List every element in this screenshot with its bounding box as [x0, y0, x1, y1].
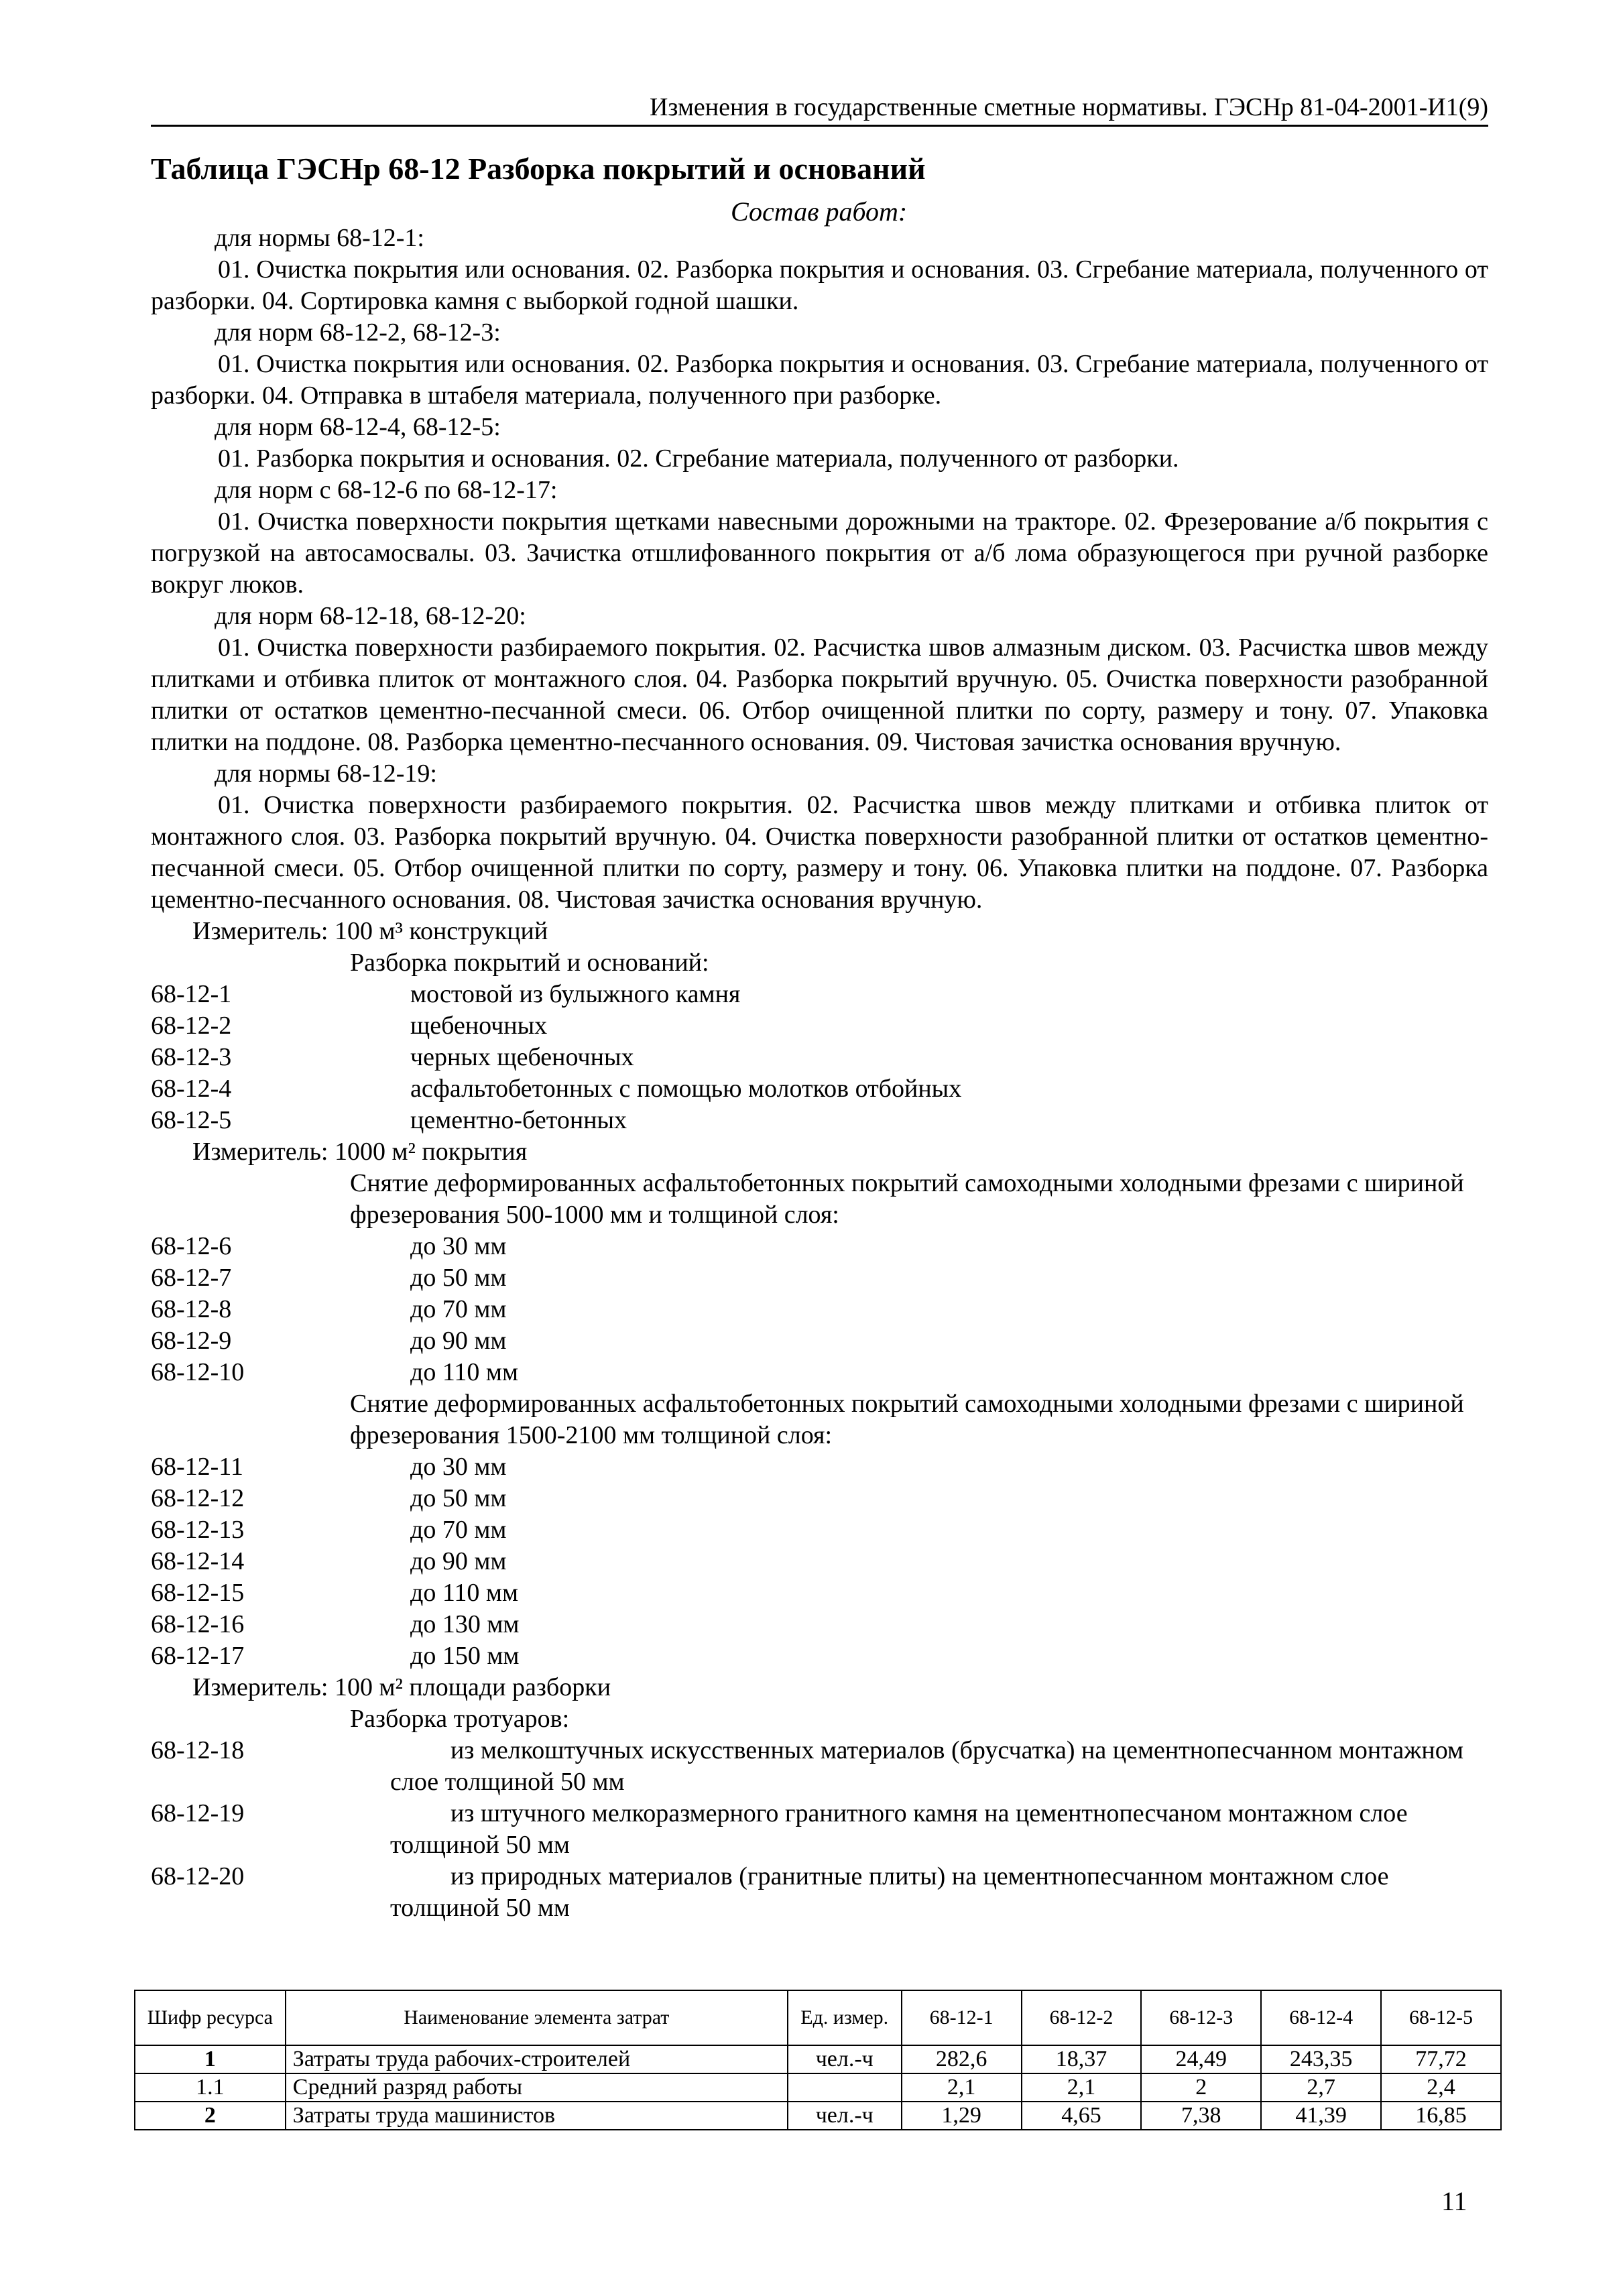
table-cell: 2 [135, 2102, 286, 2130]
work-section [151, 223, 1488, 916]
table-cell: 282,6 [902, 2045, 1022, 2073]
col-header: 68-12-4 [1261, 1990, 1381, 2045]
running-header: Изменения в государственные сметные нормативы. ГЭСНр 81-04-2001-И1(9) [151, 90, 1488, 127]
table-cell: чел.-ч [788, 2045, 902, 2073]
norm-row [151, 1640, 1488, 1672]
group-heading: Разборка тротуаров: [350, 1705, 570, 1733]
norm-desc: до 30 мм [410, 1232, 507, 1260]
col-header: Шифр ресурса [135, 1990, 286, 2045]
norm-code: 68-12-15 [151, 1579, 245, 1607]
table-cell: чел.-ч [788, 2102, 902, 2130]
norm-desc: щебеночных [410, 1012, 548, 1040]
norm-code: 68-12-4 [151, 1075, 232, 1103]
work-text: 01. Разборка покрытия и основания. 02. Сгребание материала, полученного от разборки. [218, 444, 1179, 473]
norm-code: 68-12-8 [151, 1295, 232, 1323]
norm-row [151, 1861, 1488, 1924]
norm-row [151, 1514, 1488, 1546]
norm-row [151, 1325, 1488, 1357]
norm-desc: из мелкоштучных искусственных материалов (брусчатка) на цементнопесчанном монтажном слое толщиной 50 мм [390, 1736, 1464, 1796]
table-cell: Затраты труда машинистов [286, 2102, 788, 2130]
norm-code: 68-12-20 [151, 1862, 245, 1890]
col-header: 68-12-1 [902, 1990, 1022, 2045]
col-header: Ед. измер. [788, 1990, 902, 2045]
norm-row [151, 1798, 1488, 1861]
norm-label: для нормы 68-12-19: [215, 760, 437, 788]
norm-row [151, 1042, 1488, 1073]
norm-row [151, 1451, 1488, 1483]
norm-row [151, 1262, 1488, 1294]
norm-code: 68-12-11 [151, 1453, 243, 1481]
norm-row [151, 1577, 1488, 1609]
norm-desc: цементно-бетонных [410, 1106, 627, 1134]
norm-row [151, 1483, 1488, 1514]
norm-code: 68-12-12 [151, 1484, 245, 1512]
document-body [151, 223, 1488, 1924]
measure-unit: Измеритель: 100 м³ конструкций [192, 917, 548, 945]
norm-row [151, 1010, 1488, 1042]
table-cell [788, 2073, 902, 2102]
norm-label: для норм с 68-12-6 по 68-12-17: [215, 476, 558, 504]
norm-desc: асфальтобетонных с помощью молотков отбойных [410, 1075, 962, 1103]
table-cell: 18,37 [1022, 2045, 1142, 2073]
group-heading: Разборка покрытий и оснований: [350, 949, 709, 977]
norm-code: 68-12-7 [151, 1264, 232, 1292]
table-cell: 7,38 [1141, 2102, 1261, 2130]
col-header: 68-12-2 [1022, 1990, 1142, 2045]
norm-desc: до 90 мм [410, 1327, 507, 1355]
table-cell: 77,72 [1381, 2045, 1501, 2073]
norm-label: для норм 68-12-2, 68-12-3: [215, 318, 501, 347]
norm-desc: до 110 мм [410, 1358, 519, 1386]
norm-row [151, 1073, 1488, 1105]
table-cell: 2,7 [1261, 2073, 1381, 2102]
table-title: Таблица ГЭСНр 68-12 Разборка покрытий и оснований [151, 152, 926, 186]
measure-unit: Измеритель: 1000 м² покрытия [192, 1138, 528, 1166]
norm-code: 68-12-1 [151, 980, 232, 1008]
work-text: 01. Очистка поверхности разбираемого покрытия. 02. Расчистка швов между плитками и отбивка плиток от монтажного слоя. 03. Разборка покрытий вручную. 04. Очистка поверхности разобранной плитки от остатков цементно-песчанной смеси. 05. Отбор очищенной плитки по сорту, размеру и тону. 06. Упаковка плитки на поддоне. 07. Разборка цементно-песчанного основания. 08. Чистовая зачистка основания вручную. [151, 791, 1488, 914]
measure-unit: Измеритель: 100 м² площади разборки [192, 1673, 611, 1701]
norm-label: для норм 68-12-4, 68-12-5: [215, 413, 501, 441]
table-cell: 41,39 [1261, 2102, 1381, 2130]
table-cell: 1.1 [135, 2073, 286, 2102]
table-cell: Средний разряд работы [286, 2073, 788, 2102]
norm-desc: до 130 мм [410, 1610, 520, 1638]
norm-desc: до 110 мм [410, 1579, 519, 1607]
col-header: 68-12-5 [1381, 1990, 1501, 2045]
norm-code: 68-12-6 [151, 1232, 232, 1260]
table-cell: 16,85 [1381, 2102, 1501, 2130]
table-header-row [135, 1990, 1501, 2045]
col-header: Наименование элемента затрат [286, 1990, 788, 2045]
norm-row [151, 1609, 1488, 1640]
norm-code: 68-12-17 [151, 1642, 245, 1670]
norm-code: 68-12-14 [151, 1547, 245, 1575]
table-cell: Затраты труда рабочих-строителей [286, 2045, 788, 2073]
table-row [135, 2102, 1501, 2130]
group-heading: Снятие деформированных асфальтобетонных покрытий самоходными холодными фрезами с шириной фрезерования 500-1000 мм и толщиной слоя: [350, 1169, 1464, 1229]
norm-desc: из природных материалов (гранитные плиты) на цементнопесчанном монтажном слое толщиной 50 мм [390, 1862, 1389, 1922]
norm-code: 68-12-10 [151, 1358, 245, 1386]
table-cell: 2,4 [1381, 2073, 1501, 2102]
norm-row [151, 1294, 1488, 1325]
table-cell: 2 [1141, 2073, 1261, 2102]
norm-label: для нормы 68-12-1: [215, 224, 424, 252]
norm-code: 68-12-13 [151, 1516, 245, 1544]
norm-desc: до 50 мм [410, 1484, 507, 1512]
work-text: 01. Очистка поверхности разбираемого покрытия. 02. Расчистка швов алмазным диском. 03. Расчистка швов между плитками и отбивка плиток от монтажного слоя. 04. Разборка покрытий вручную. 05. Очистка поверхности разобранной плитки от остатков цементно-песчанной смеси. 06. Отбор очищенной плитки по сорту, размеру и тону. 07. Упаковка плитки на поддоне. 08. Разборка цементно-песчанного основания. 09. Чистовая зачистка основания вручную. [151, 633, 1488, 756]
norm-desc: до 150 мм [410, 1642, 520, 1670]
norm-label: для норм 68-12-18, 68-12-20: [215, 602, 526, 630]
work-text: 01. Очистка поверхности покрытия щетками навесными дорожными на тракторе. 02. Фрезерование а/б покрытия с погрузкой на автосамосвалы. 03. Зачистка отшлифованного покрытия от а/б лома образующегося при ручной разборке вокруг люков. [151, 507, 1488, 599]
work-composition-heading: Состав работ: [731, 196, 908, 227]
norm-desc: до 70 мм [410, 1516, 507, 1544]
table-cell: 1 [135, 2045, 286, 2073]
norm-desc: черных щебеночных [410, 1043, 634, 1071]
norm-row [151, 1357, 1488, 1388]
table-cell: 2,1 [902, 2073, 1022, 2102]
norm-desc: до 70 мм [410, 1295, 507, 1323]
norm-desc: до 30 мм [410, 1453, 507, 1481]
work-text: 01. Очистка покрытия или основания. 02. Разборка покрытия и основания. 03. Сгребание материала, полученного от разборки. 04. Сортировка камня с выборкой годной шашки. [151, 255, 1488, 315]
norm-desc: мостовой из булыжного камня [410, 980, 741, 1008]
table-row [135, 2073, 1501, 2102]
norm-row [151, 1546, 1488, 1577]
cost-table [134, 1990, 1502, 2130]
norm-code: 68-12-5 [151, 1106, 232, 1134]
norm-code: 68-12-18 [151, 1736, 245, 1764]
norm-desc: до 90 мм [410, 1547, 507, 1575]
norm-row [151, 1735, 1488, 1798]
table-row [135, 2045, 1501, 2073]
norm-row [151, 1105, 1488, 1136]
norm-code: 68-12-2 [151, 1012, 232, 1040]
norm-code: 68-12-9 [151, 1327, 232, 1355]
norm-code: 68-12-3 [151, 1043, 232, 1071]
norm-row [151, 1231, 1488, 1262]
table-cell: 1,29 [902, 2102, 1022, 2130]
norm-code: 68-12-19 [151, 1799, 245, 1827]
work-text: 01. Очистка покрытия или основания. 02. Разборка покрытия и основания. 03. Сгребание материала, полученного от разборки. 04. Отправка в штабеля материала, полученного при разборке. [151, 350, 1488, 410]
norm-desc: из штучного мелкоразмерного гранитного камня на цементнопесчаном монтажном слое толщиной 50 мм [390, 1799, 1408, 1859]
group-heading: Снятие деформированных асфальтобетонных покрытий самоходными холодными фрезами с шириной фрезерования 1500-2100 мм толщиной слоя: [350, 1390, 1464, 1449]
table-cell: 2,1 [1022, 2073, 1142, 2102]
norm-desc: до 50 мм [410, 1264, 507, 1292]
norm-row [151, 979, 1488, 1010]
table-cell: 243,35 [1261, 2045, 1381, 2073]
table-cell: 4,65 [1022, 2102, 1142, 2130]
col-header: 68-12-3 [1141, 1990, 1261, 2045]
norm-code: 68-12-16 [151, 1610, 245, 1638]
page-number: 11 [1441, 2186, 1467, 2216]
table-cell: 24,49 [1141, 2045, 1261, 2073]
